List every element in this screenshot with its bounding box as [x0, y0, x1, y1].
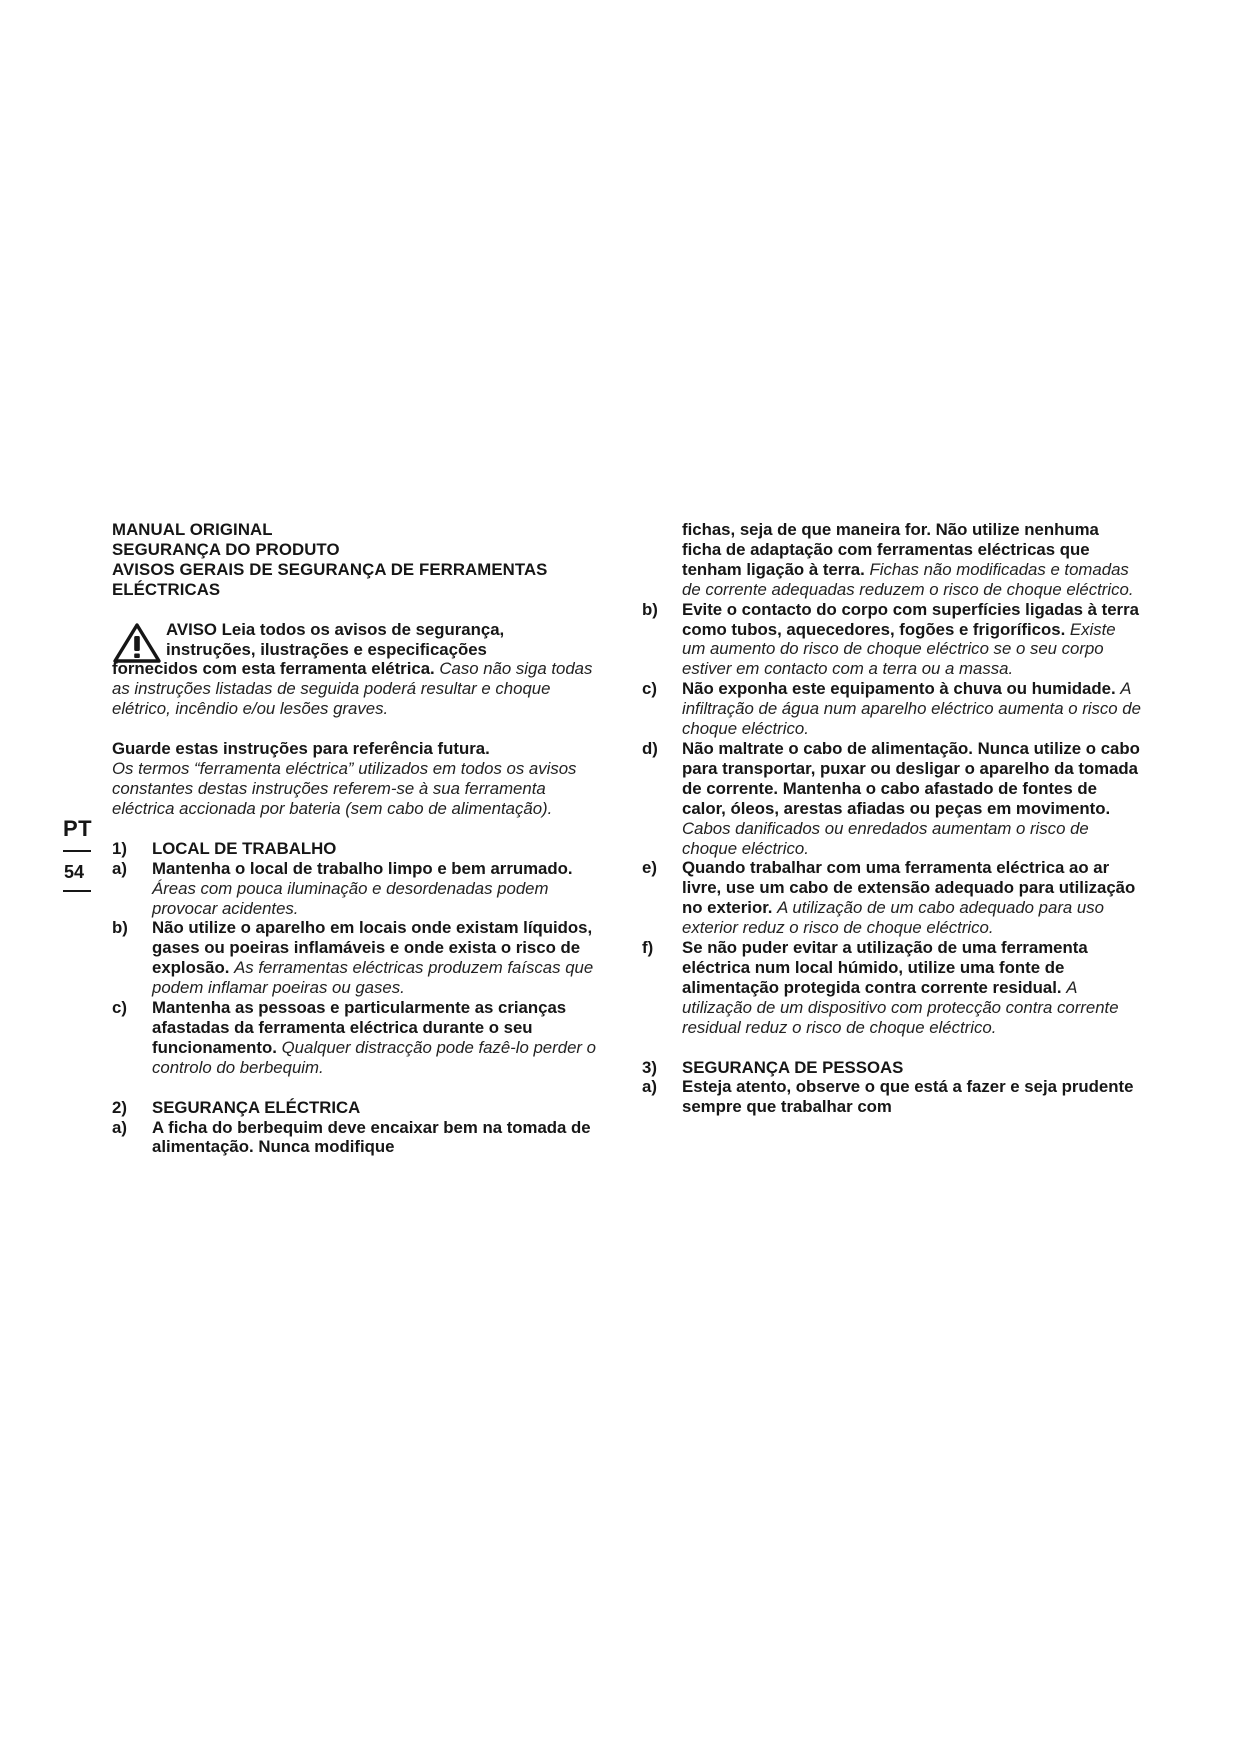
item-label: a) — [642, 1077, 657, 1097]
warning-line-3: fornecidos com esta ferramenta elétrica. — [112, 659, 435, 679]
list-item — [112, 918, 604, 998]
item-instruction: Mantenha o local de trabalho limpo e bem arrumado. — [152, 858, 573, 878]
item-explanation: Fichas não modificadas e tomadas de corrente adequadas reduzem o risco de choque eléctrico. — [682, 559, 1134, 599]
item-instruction: Esteja atento, observe o que está a fazer e seja prudente sempre que trabalhar com — [682, 1077, 1134, 1117]
list-item — [642, 1077, 1142, 1117]
item-instruction: Não exponha este equipamento à chuva ou humidade. — [682, 679, 1116, 699]
header-line-3: AVISOS GERAIS DE SEGURANÇA DE FERRAMENTAS — [112, 559, 548, 579]
item-explanation: Existe um aumento do risco de choque eléctrico se o seu corpo estiver em contacto com a terra ou a massa. — [682, 619, 1116, 679]
header-line-4: ELÉCTRICAS — [112, 579, 221, 599]
warning-consequence: Caso não siga todas as instruções listadas de seguida poderá resultar e choque elétrico, incêndio e/ou lesões graves. — [112, 659, 593, 719]
item-label: a) — [112, 1117, 127, 1137]
list-item — [642, 600, 1142, 680]
item-label: c) — [112, 998, 127, 1018]
right-column — [642, 520, 1142, 1117]
item-label: d) — [642, 738, 658, 758]
item-explanation: As ferramentas eléctricas produzem faíscas que podem inflamar poeiras ou gases. — [152, 958, 594, 998]
continued-item — [642, 520, 1142, 600]
section-heading-1 — [112, 839, 604, 859]
item-explanation: Qualquer distracção pode fazê-lo perder o controlo do berbequim. — [152, 1037, 596, 1077]
list-item — [112, 998, 604, 1078]
item-label: b) — [642, 599, 658, 619]
spacer — [112, 719, 604, 739]
item-instruction: Se não puder evitar a utilização de uma ferramenta eléctrica num local húmido, utilize uma fonte de alimentação protegida contra corrente residual. — [682, 938, 1088, 997]
item-instruction: A ficha do berbequim deve encaixar bem na tomada de alimentação. Nunca modifique — [152, 1117, 591, 1157]
section-title: SEGURANÇA DE PESSOAS — [682, 1057, 904, 1077]
language-tab: PT — [63, 816, 93, 841]
item-instruction: Não utilize o aparelho em locais onde existam líquidos, gases ou poeiras inflamáveis e onde exista o risco de explosão. — [152, 918, 593, 978]
side-rule-bottom — [63, 890, 91, 892]
section-number: 1) — [112, 838, 127, 858]
item-explanation: A utilização de um dispositivo com protecção contra corrente residual reduz o risco de choque eléctrico. — [682, 977, 1119, 1037]
item-explanation: A utilização de um cabo adequado para uso exterior reduz o risco de choque eléctrico. — [682, 898, 1104, 938]
item-explanation: A infiltração de água num aparelho eléctrico aumenta o risco de choque eléctrico. — [682, 679, 1141, 739]
section-heading-3 — [642, 1058, 1142, 1078]
item-label: c) — [642, 679, 657, 699]
item-label: a) — [112, 858, 127, 878]
list-item — [642, 938, 1142, 1038]
spacer — [112, 1078, 604, 1098]
section-heading-2 — [112, 1098, 604, 1118]
section-title: SEGURANÇA ELÉCTRICA — [152, 1097, 361, 1117]
item-label: e) — [642, 858, 657, 878]
list-item — [112, 1118, 604, 1158]
item-instruction: Não maltrate o cabo de alimentação. Nunca utilize o cabo para transportar, puxar ou desligar o aparelho da tomada de corrente. Mantenha o cabo afastado de fontes de calor, óleos, arestas afiadas ou peças em movimento. — [682, 738, 1140, 818]
section-title: LOCAL DE TRABALHO — [152, 838, 337, 858]
side-rule-top — [63, 850, 91, 852]
power-tool-definition: Os termos “ferramenta eléctrica” utilizados em todos os avisos constantes destas instruções referem-se à sua ferramenta eléctrica accionada por bateria (sem cabo de alimentação). — [112, 759, 577, 818]
header-line-1: MANUAL ORIGINAL — [112, 520, 273, 539]
list-item — [642, 858, 1142, 938]
spacer — [112, 819, 604, 839]
spacer — [112, 600, 604, 620]
item-explanation: Cabos danificados ou enredados aumentam o risco de choque eléctrico. — [682, 818, 1089, 858]
item-instruction: Evite o contacto do corpo com superfícies ligadas à terra como tubos, aquecedores, fogões e frigoríficos. — [682, 599, 1139, 639]
warning-line-2: instruções, ilustrações e especificações — [166, 639, 487, 659]
item-instruction: Quando trabalhar com uma ferramenta eléctrica ao ar livre, use um cabo de extensão adequado para utilização no exterior. — [682, 858, 1136, 918]
list-item — [642, 739, 1142, 858]
item-label: b) — [112, 918, 128, 938]
page-number: 54 — [64, 862, 85, 882]
item-explanation: Áreas com pouca iluminação e desordenadas podem provocar acidentes. — [152, 878, 549, 918]
section-number: 2) — [112, 1097, 127, 1117]
warning-triangle-icon — [112, 622, 162, 664]
spacer — [642, 1038, 1142, 1058]
left-column — [112, 520, 604, 1157]
item-instruction: Mantenha as pessoas e particularmente as crianças afastadas da ferramenta eléctrica durante o seu funcionamento. — [152, 998, 567, 1057]
list-item — [642, 679, 1142, 739]
warning-line-1: AVISO Leia todos os avisos de segurança, — [166, 619, 505, 639]
list-item — [112, 859, 604, 919]
item-label: f) — [642, 938, 654, 958]
header-line-2: SEGURANÇA DO PRODUTO — [112, 539, 340, 559]
section-number: 3) — [642, 1057, 657, 1077]
keep-instructions: Guarde estas instruções para referência futura. — [112, 739, 490, 759]
warning-block — [112, 620, 604, 720]
item-instruction: fichas, seja de que maneira for. Não utilize nenhuma ficha de adaptação com ferramentas eléctricas que tenham ligação à terra. — [682, 520, 1099, 579]
